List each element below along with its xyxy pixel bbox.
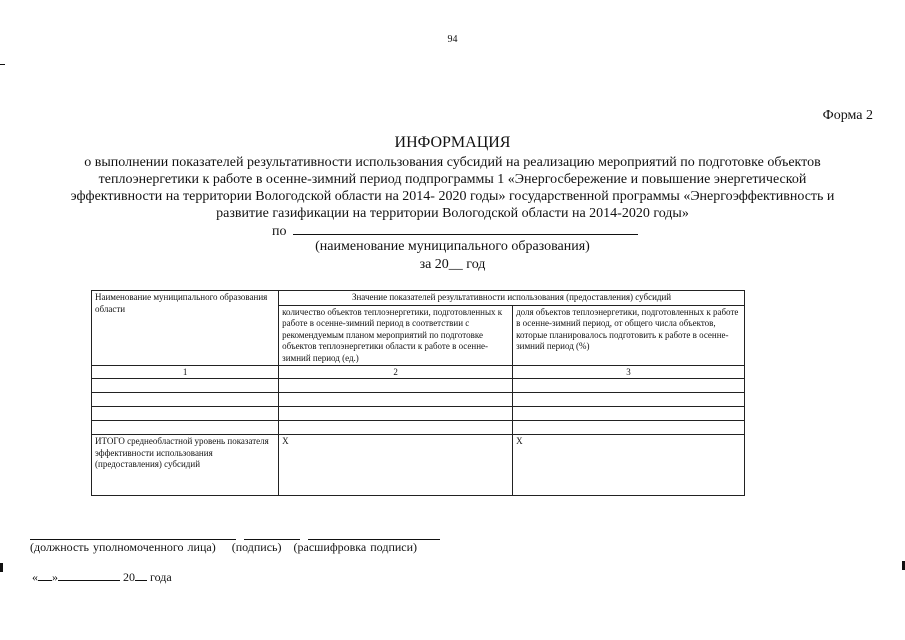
table-cell[interactable] bbox=[279, 421, 513, 435]
intro-line: развитие газификации на территории Вологодской области на 2014-2020 годы» bbox=[216, 206, 689, 221]
intro-text bbox=[30, 154, 875, 222]
po-label: по bbox=[272, 224, 287, 239]
quote-open: « bbox=[32, 570, 38, 584]
date-line bbox=[32, 570, 172, 585]
total-col2: X bbox=[279, 435, 513, 496]
page-number: 94 bbox=[447, 34, 458, 45]
position-caption: (должность уполномоченного лица) bbox=[30, 540, 216, 554]
table-cell[interactable] bbox=[279, 393, 513, 407]
column-number: 3 bbox=[513, 366, 745, 379]
group-header: Значение показателей результативности использования (предоставления) субсидий bbox=[279, 291, 745, 306]
table-cell[interactable] bbox=[92, 421, 279, 435]
decode-caption: (расшифровка подписи) bbox=[293, 540, 418, 554]
intro-line: эффективности на территории Вологодской области на 2014- 2020 годы» государственной программы «Энергоэффективность и bbox=[70, 189, 835, 204]
signature-caption-label: (подпись) bbox=[231, 540, 282, 554]
municipality-blank[interactable] bbox=[293, 222, 638, 235]
table-cell[interactable] bbox=[92, 393, 279, 407]
table-row bbox=[92, 379, 745, 393]
table-row bbox=[92, 407, 745, 421]
day-blank[interactable] bbox=[38, 570, 52, 581]
form-label: Форма 2 bbox=[822, 108, 873, 123]
table-cell[interactable] bbox=[513, 421, 745, 435]
col3-header: доля объектов теплоэнергетики, подготовленных к работе в осенне-зимний период, от общего числа объектов, которые планировалось подготовить к работе в осенне-зимний период (%) bbox=[513, 305, 745, 366]
quote-close: » bbox=[52, 570, 58, 584]
table-cell[interactable] bbox=[279, 379, 513, 393]
edge-mark bbox=[0, 563, 3, 572]
municipality-field bbox=[272, 222, 638, 240]
intro-line: о выполнении показателей результативности использования субсидий на реализацию мероприятий по подготовке объектов bbox=[84, 155, 821, 170]
total-row bbox=[92, 435, 745, 496]
column-number: 2 bbox=[279, 366, 513, 379]
table-row bbox=[92, 393, 745, 407]
signature-caption bbox=[30, 540, 417, 555]
col2-header: количество объектов теплоэнергетики, подготовленных к работе в осенне-зимний период в соответствии с рекомендуемым планом мероприятий по подготовке объектов теплоэнергетики области к работе в осенне-зимний период (ед.) bbox=[279, 305, 513, 366]
column-number-row bbox=[92, 366, 745, 379]
year-blank[interactable] bbox=[135, 570, 147, 581]
document-title: ИНФОРМАЦИЯ bbox=[394, 134, 511, 151]
year-line: за 20__ год bbox=[419, 257, 486, 272]
table-cell[interactable] bbox=[92, 407, 279, 421]
table-header-row bbox=[92, 291, 745, 306]
table-cell[interactable] bbox=[513, 407, 745, 421]
table-cell[interactable] bbox=[92, 379, 279, 393]
table-cell[interactable] bbox=[513, 393, 745, 407]
month-blank[interactable] bbox=[58, 570, 120, 581]
municipality-note: (наименование муниципального образования) bbox=[315, 239, 590, 254]
total-label: ИТОГО среднеобластной уровень показателя эффективности использования (предоставления) субсидий bbox=[92, 435, 279, 496]
table-cell[interactable] bbox=[279, 407, 513, 421]
indicators-table bbox=[91, 290, 745, 496]
year-word: года bbox=[150, 570, 172, 584]
total-col3: X bbox=[513, 435, 745, 496]
edge-mark bbox=[0, 64, 5, 65]
col1-header: Наименование муниципального образования области bbox=[92, 291, 279, 366]
table-cell[interactable] bbox=[513, 379, 745, 393]
column-number: 1 bbox=[92, 366, 279, 379]
intro-line: теплоэнергетики к работе в осенне-зимний период подпрограммы 1 «Энергосбережение и повышение энергетической bbox=[98, 172, 807, 187]
year-prefix: 20 bbox=[123, 570, 135, 584]
table-row bbox=[92, 421, 745, 435]
